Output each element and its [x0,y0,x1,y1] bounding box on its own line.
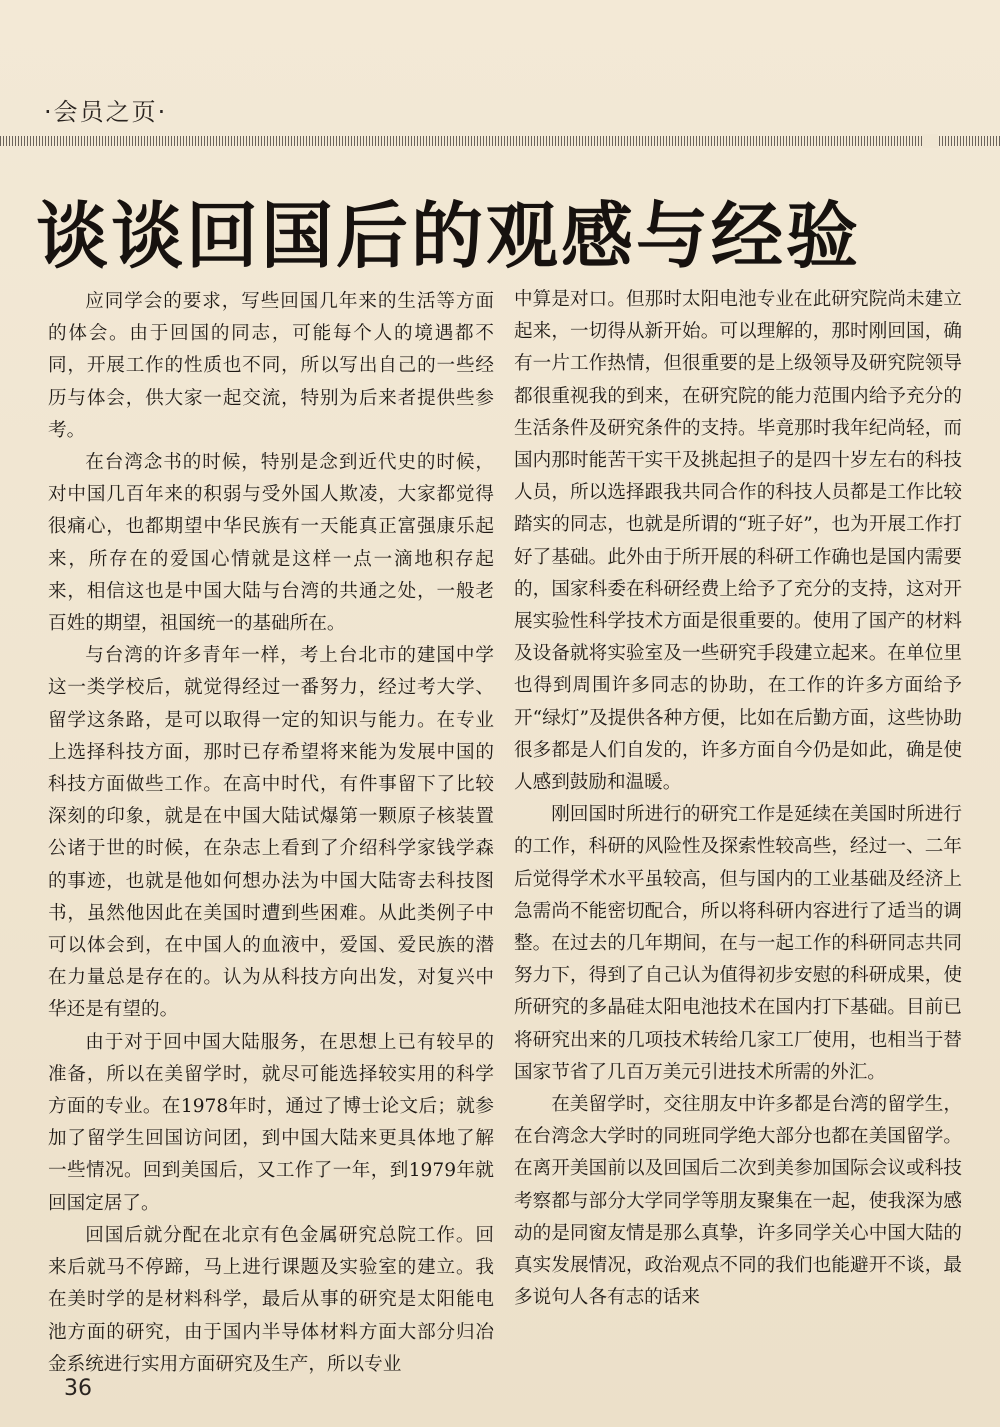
header-rule [0,136,1000,146]
paragraph: 由于对于回中国大陆服务，在思想上已有较早的准备，所以在美留学时，就尽可能选择较实用的科学方面的专业。在1978年时，通过了博士论文后；就参加了留学生回国访问团，到中国大陆来更具体地了解一些情况。回到美国后，又工作了一年，到1979年就回国定居了。 [48,1031,494,1214]
paragraph: 应同学会的要求，写些回国几年来的生活等方面的体会。由于回国的同志，可能每个人的境遇都不同，开展工作的性质也不同，所以写出自己的一些经历与体会，供大家一起交流，特别为后来者提供些参考。 [48,291,494,441]
paragraph: 与台湾的许多青年一样，考上台北市的建国中学这一类学校后，就觉得经过一番努力，经过考大学、留学这条路，是可以取得一定的知识与能力。在专业上选择科技方面，那时已存希望将来能为发展中国的科技方面做些工作。在高中时代，有件事留下了比较深刻的印象，就是在中国大陆试爆第一颗原子核装置公诸于世的时候，在杂志上看到了介绍科学家钱学森的事迹，也就是他如何想办法为中国大陆寄去科技图书，虽然他因此在美国时遭到些困难。从此类例子中可以体会到，在中国人的血液中，爱国、爱民族的潜在力量总是存在的。认为从科技方向出发，对复兴中华还是有望的。 [48,645,494,1021]
article-title: 谈谈回国后的观感与经验 [36,194,862,278]
paragraph: 回国后就分配在北京有色金属研究总院工作。回来后就马不停蹄，马上进行课题及实验室的建立。我在美时学的是材料科学，最后从事的研究是太阳能电池方面的研究，由于国内半导体材料方面大部分归冶金系统进行实用方面研究及生产，所以专业 [48,1224,494,1375]
section-label: ·会员之页· [44,98,168,126]
right-column [514,284,962,1315]
left-column [48,286,494,1381]
paragraph-continued: 中算是对口。但那时太阳电池专业在此研究院尚未建立起来，一切得从新开始。可以理解的，那时刚回国，确有一片工作热情，但很重要的是上级领导及研究院领导都很重视我的到来，在研究院的能力范围内给予充分的生活条件及研究条件的支持。毕竟那时我年纪尚轻，而国内那时能苦干实干及挑起担子的是四十岁左右的科技人员，所以选择跟我共同合作的科技人员都是工作比较踏实的同志，也就是所谓的“班子好”，也为开展工作打好了基础。此外由于所开展的科研工作确也是国内需要的，国家科委在科研经费上给予了充分的支持，这对开展实验性科学技术方面是很重要的。使用了国产的材料及设备就将实验室及一些研究手段建立起来。在单位里也得到周围许多同志的协助，在工作的许多方面给予开“绿灯”及提供各种方便，比如在后勤方面，这些协助很多都是人们自发的，许多方面自今仍是如此，确是使人感到鼓励和温暖。 [514,289,962,794]
paragraph: 在美留学时，交往朋友中许多都是台湾的留学生，在台湾念大学时的同班同学绝大部分也都在美国留学。在离开美国前以及回国后二次到美参加国际会议或科技考察都与部分大学同学等朋友聚集在一起，使我深为感动的是同窗友情是那么真挚，许多同学关心中国大陆的真实发展情况，政治观点不同的我们也能避开不谈，最多说句人各有志的话来 [514,1094,962,1309]
paragraph: 刚回国时所进行的研究工作是延续在美国时所进行的工作，科研的风险性及探索性较高些，经过一、二年后觉得学术水平虽较高，但与国内的工业基础及经济上急需尚不能密切配合，所以将科研内容进行了适当的调整。在过去的几年期间，在与一起工作的科研同志共同努力下，得到了自己认为值得初步安慰的科研成果，使所研究的多晶硅太阳电池技术在国内打下基础。目前已将研究出来的几项技术转给几家工厂使用，也相当于替国家节省了几百万美元引进技术所需的外汇。 [514,804,962,1083]
page-number: 36 [64,1376,92,1401]
header-rule-gap [922,134,938,148]
paragraph: 在台湾念书的时候，特别是念到近代史的时候，对中国几百年来的积弱与受外国人欺凌，大家都觉得很痛心，也都期望中华民族有一天能真正富强康乐起来，所存在的爱国心情就是这样一点一滴地积存起来，相信这也是中国大陆与台湾的共通之处，一般老百姓的期望，祖国统一的基础所在。 [48,452,494,635]
